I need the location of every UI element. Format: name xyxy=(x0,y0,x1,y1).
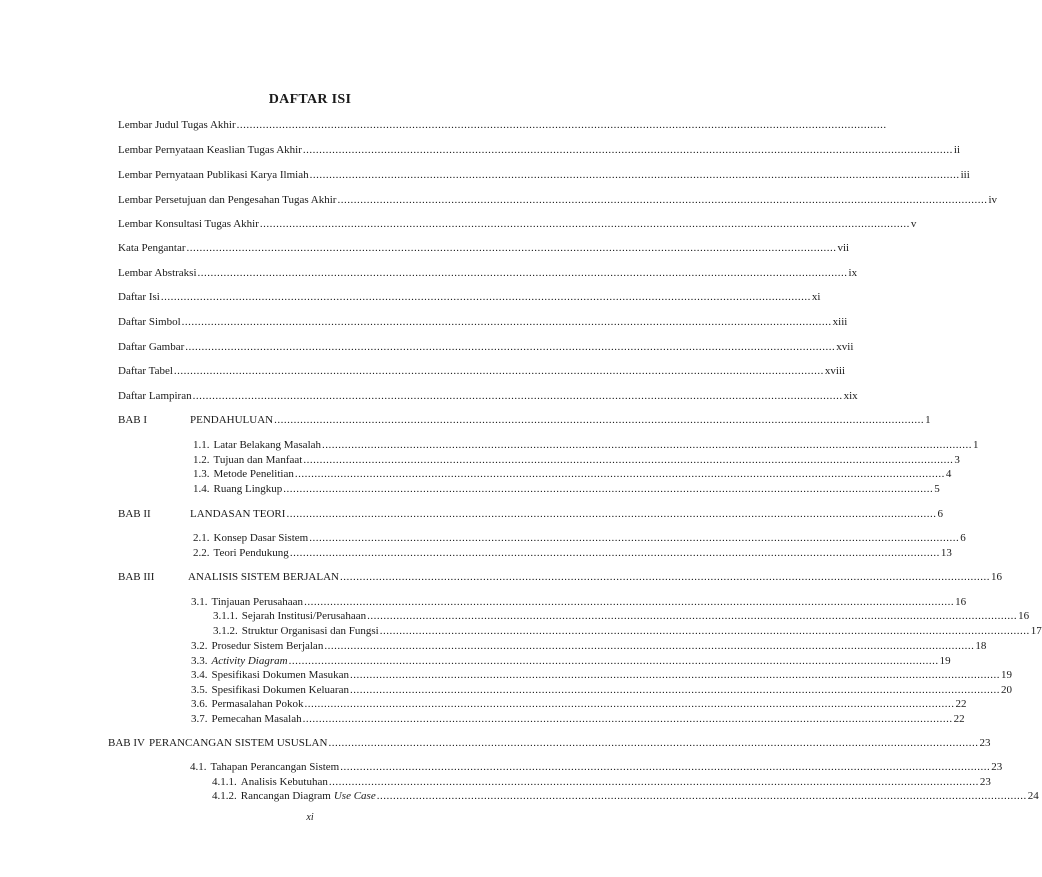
toc-entry-label: Lembar Persetujuan dan Pengesahan Tugas Akhir xyxy=(118,194,337,206)
chapter-page: 6 xyxy=(937,508,943,520)
toc-entry-label: Lembar Abstraksi xyxy=(118,267,197,279)
toc-entry-page: ii xyxy=(953,144,961,156)
subentry-page: 17 xyxy=(1030,625,1042,637)
subentry-number: 4.1.1. xyxy=(212,776,237,788)
subentry-page: 13 xyxy=(940,547,952,559)
subentry-label: Spesifikasi Dokumen Masukan xyxy=(211,669,349,681)
subentry-page: 5 xyxy=(934,483,940,495)
subentry-number: 1.3. xyxy=(193,468,210,480)
toc-entry-page: iv xyxy=(988,194,997,206)
subentry-number: 3.6. xyxy=(191,698,208,710)
subentry-page: 23 xyxy=(979,776,991,788)
toc-subentry xyxy=(212,789,1039,803)
leader-dots: ........................................................................................................................................................................................................ xyxy=(309,532,960,544)
subentry-number: 3.3. xyxy=(191,655,208,667)
chapter-title: PENDAHULUAN xyxy=(190,414,274,426)
subentry-page: 16 xyxy=(1018,610,1030,622)
toc-entry xyxy=(118,315,848,329)
subentry-label: Tinjauan Perusahaan xyxy=(211,596,304,608)
toc-entry-label: Daftar Isi xyxy=(118,291,160,303)
leader-dots: ........................................................................................................................................................................................................ xyxy=(283,483,934,495)
subentry-number: 1.2. xyxy=(193,454,210,466)
subentry-number: 3.5. xyxy=(191,684,208,696)
leader-dots: ........................................................................................................................................................................................................ xyxy=(160,291,811,303)
toc-entry xyxy=(118,217,917,231)
toc-subentry xyxy=(190,760,1003,774)
subentry-number: 4.1. xyxy=(190,761,207,773)
toc-entry-label: Lembar Judul Tugas Akhir xyxy=(118,119,236,131)
leader-dots: ........................................................................................................................................................................................................ xyxy=(173,365,824,377)
subentry-page: 6 xyxy=(960,532,966,544)
subentry-label: Metode Penelitian xyxy=(213,468,294,480)
chapter-number: BAB IV xyxy=(108,737,145,749)
subentry-label: Teori Pendukung xyxy=(213,547,289,559)
subentry-number: 3.1.2. xyxy=(213,625,238,637)
toc-entry xyxy=(118,168,970,182)
leader-dots: ........................................................................................................................................................................................................ xyxy=(302,144,953,156)
subentry-label: Ruang Lingkup xyxy=(213,483,283,495)
toc-subentry xyxy=(212,775,991,789)
subentry-label: Latar Belakang Masalah xyxy=(213,439,322,451)
leader-dots: ........................................................................................................................................................................................................ xyxy=(339,571,990,583)
subentry-page: 3 xyxy=(954,454,960,466)
page-number: xi xyxy=(306,812,314,823)
subentry-page: 1 xyxy=(973,439,979,451)
chapter-page: 16 xyxy=(990,571,1002,583)
leader-dots: ........................................................................................................................................................................................................ xyxy=(304,698,955,710)
toc-entry xyxy=(118,143,961,157)
leader-dots: ........................................................................................................................................................................................................ xyxy=(367,610,1018,622)
subentry-number: 4.1.2. xyxy=(212,790,237,802)
toc-subentry xyxy=(191,712,965,726)
chapter-title: ANALISIS SISTEM BERJALAN xyxy=(188,571,339,583)
subentry-number: 3.1. xyxy=(191,596,208,608)
chapter-page: 23 xyxy=(979,737,991,749)
leader-dots: ........................................................................................................................................................................................................ xyxy=(340,761,991,773)
subentry-label-italic: Use Case xyxy=(333,790,376,802)
chapter-number: BAB III xyxy=(118,571,155,583)
leader-dots: ........................................................................................................................................................................................................ xyxy=(259,218,910,230)
chapter-number: BAB II xyxy=(118,508,151,520)
subentry-label: Pemecahan Masalah xyxy=(211,713,302,725)
leader-dots: ........................................................................................................................................................................................................ xyxy=(303,454,954,466)
subentry-label: Rancangan Diagram xyxy=(240,790,331,802)
leader-dots: ........................................................................................................................................................................................................ xyxy=(322,439,973,451)
toc-entry-label: Lembar Pernyataan Publikasi Karya Ilmiah xyxy=(118,169,309,181)
subentry-number: 3.2. xyxy=(191,640,208,652)
leader-dots: ........................................................................................................................................................................................................ xyxy=(192,390,843,402)
chapter-heading xyxy=(118,413,931,427)
toc-entry-page: xiii xyxy=(832,316,848,328)
toc-subentry xyxy=(191,697,967,711)
subentry-page: 24 xyxy=(1027,790,1039,802)
leader-dots: ........................................................................................................................................................................................................ xyxy=(349,669,1000,681)
toc-subentry xyxy=(193,467,952,481)
chapter-title: LANDASAN TEORI xyxy=(190,508,286,520)
chapter-number: BAB I xyxy=(118,414,148,426)
toc-entry-label: Daftar Lampiran xyxy=(118,390,192,402)
leader-dots: ........................................................................................................................................................................................................ xyxy=(197,267,848,279)
leader-dots: ........................................................................................................................................................................................................ xyxy=(376,790,1027,802)
subentry-page: 20 xyxy=(1000,684,1012,696)
subentry-number: 2.2. xyxy=(193,547,210,559)
leader-dots: ........................................................................................................................................................................................................ xyxy=(185,341,836,353)
leader-dots: ........................................................................................................................................................................................................ xyxy=(294,468,945,480)
chapter-page: 1 xyxy=(925,414,931,426)
toc-entry xyxy=(118,118,887,132)
leader-dots: ........................................................................................................................................................................................................ xyxy=(289,547,940,559)
subentry-page: 18 xyxy=(975,640,987,652)
toc-entry xyxy=(118,193,997,207)
subentry-page: 22 xyxy=(953,713,965,725)
toc-entry-page: iii xyxy=(960,169,970,181)
leader-dots: ........................................................................................................................................................................................................ xyxy=(274,414,925,426)
subentry-label: Analisis Kebutuhan xyxy=(240,776,328,788)
toc-entry xyxy=(118,266,858,280)
toc-entry xyxy=(118,364,846,378)
subentry-label: Struktur Organisasi dan Fungsi xyxy=(241,625,379,637)
toc-entry xyxy=(118,340,854,354)
toc-subentry xyxy=(191,654,951,668)
toc-subentry xyxy=(193,546,952,560)
subentry-page: 4 xyxy=(945,468,952,480)
subentry-label: Permasalahan Pokok xyxy=(211,698,304,710)
toc-subentry xyxy=(193,438,979,452)
toc-subentry xyxy=(193,453,960,467)
subentry-label: Konsep Dasar Sistem xyxy=(213,532,309,544)
chapter-heading xyxy=(108,736,991,750)
leader-dots: ........................................................................................................................................................................................................ xyxy=(236,119,887,131)
subentry-page: 22 xyxy=(955,698,967,710)
toc-entry xyxy=(118,241,850,255)
toc-subentry xyxy=(193,482,940,496)
toc-entry-label: Kata Pengantar xyxy=(118,242,186,254)
subentry-label: Prosedur Sistem Berjalan xyxy=(211,640,324,652)
toc-subentry xyxy=(213,609,1030,623)
subentry-page: 19 xyxy=(1000,669,1012,681)
leader-dots: ........................................................................................................................................................................................................ xyxy=(337,194,988,206)
leader-dots: ........................................................................................................................................................................................................ xyxy=(309,169,960,181)
leader-dots: ........................................................................................................................................................................................................ xyxy=(304,596,955,608)
toc-entry-page: vii xyxy=(837,242,850,254)
toc-entry-page: xviii xyxy=(824,365,846,377)
leader-dots: ........................................................................................................................................................................................................ xyxy=(379,625,1030,637)
leader-dots: ........................................................................................................................................................................................................ xyxy=(186,242,837,254)
chapter-title: PERANCANGAN SISTEM USUSLAN xyxy=(148,737,328,749)
page-title: DAFTAR ISI xyxy=(268,92,352,107)
leader-dots: ........................................................................................................................................................................................................ xyxy=(286,508,937,520)
chapter-heading xyxy=(118,570,1002,584)
leader-dots: ........................................................................................................................................................................................................ xyxy=(302,713,953,725)
subentry-page: 19 xyxy=(939,655,951,667)
subentry-number: 3.7. xyxy=(191,713,208,725)
leader-dots: ........................................................................................................................................................................................................ xyxy=(288,655,939,667)
toc-entry xyxy=(118,290,821,304)
toc-entry-label: Lembar Pernyataan Keaslian Tugas Akhir xyxy=(118,144,302,156)
leader-dots: ........................................................................................................................................................................................................ xyxy=(328,737,979,749)
subentry-page: 16 xyxy=(955,596,967,608)
toc-subentry xyxy=(191,683,1012,697)
subentry-label: Sejarah Institusi/Perusahaan xyxy=(241,610,367,622)
subentry-number: 1.4. xyxy=(193,483,210,495)
toc-subentry xyxy=(213,624,1042,638)
chapter-heading xyxy=(118,507,943,521)
toc-entry-page: xix xyxy=(843,390,858,402)
toc-entry xyxy=(118,389,858,403)
toc-entry-label: Daftar Simbol xyxy=(118,316,181,328)
subentry-number: 3.1.1. xyxy=(213,610,238,622)
subentry-label: Spesifikasi Dokumen Keluaran xyxy=(211,684,349,696)
toc-entry-label: Daftar Gambar xyxy=(118,341,185,353)
toc-entry-page: v xyxy=(910,218,917,230)
leader-dots: ........................................................................................................................................................................................................ xyxy=(324,640,975,652)
toc-entry-page: xi xyxy=(811,291,821,303)
toc-entry-page: ix xyxy=(848,267,858,279)
leader-dots: ........................................................................................................................................................................................................ xyxy=(181,316,832,328)
subentry-number: 1.1. xyxy=(193,439,210,451)
leader-dots: ........................................................................................................................................................................................................ xyxy=(328,776,979,788)
toc-subentry xyxy=(193,531,966,545)
leader-dots: ........................................................................................................................................................................................................ xyxy=(349,684,1000,696)
subentry-label: Tujuan dan Manfaat xyxy=(213,454,303,466)
toc-entry-label: Lembar Konsultasi Tugas Akhir xyxy=(118,218,259,230)
toc-entry-page: xvii xyxy=(836,341,854,353)
subentry-number: 3.4. xyxy=(191,669,208,681)
toc-entry-label: Daftar Tabel xyxy=(118,365,173,377)
subentry-number: 2.1. xyxy=(193,532,210,544)
toc-subentry xyxy=(191,595,967,609)
subentry-label: Activity Diagram xyxy=(211,655,288,667)
subentry-label: Tahapan Perancangan Sistem xyxy=(210,761,340,773)
toc-subentry xyxy=(191,639,987,653)
toc-subentry xyxy=(191,668,1012,682)
subentry-page: 23 xyxy=(991,761,1003,773)
